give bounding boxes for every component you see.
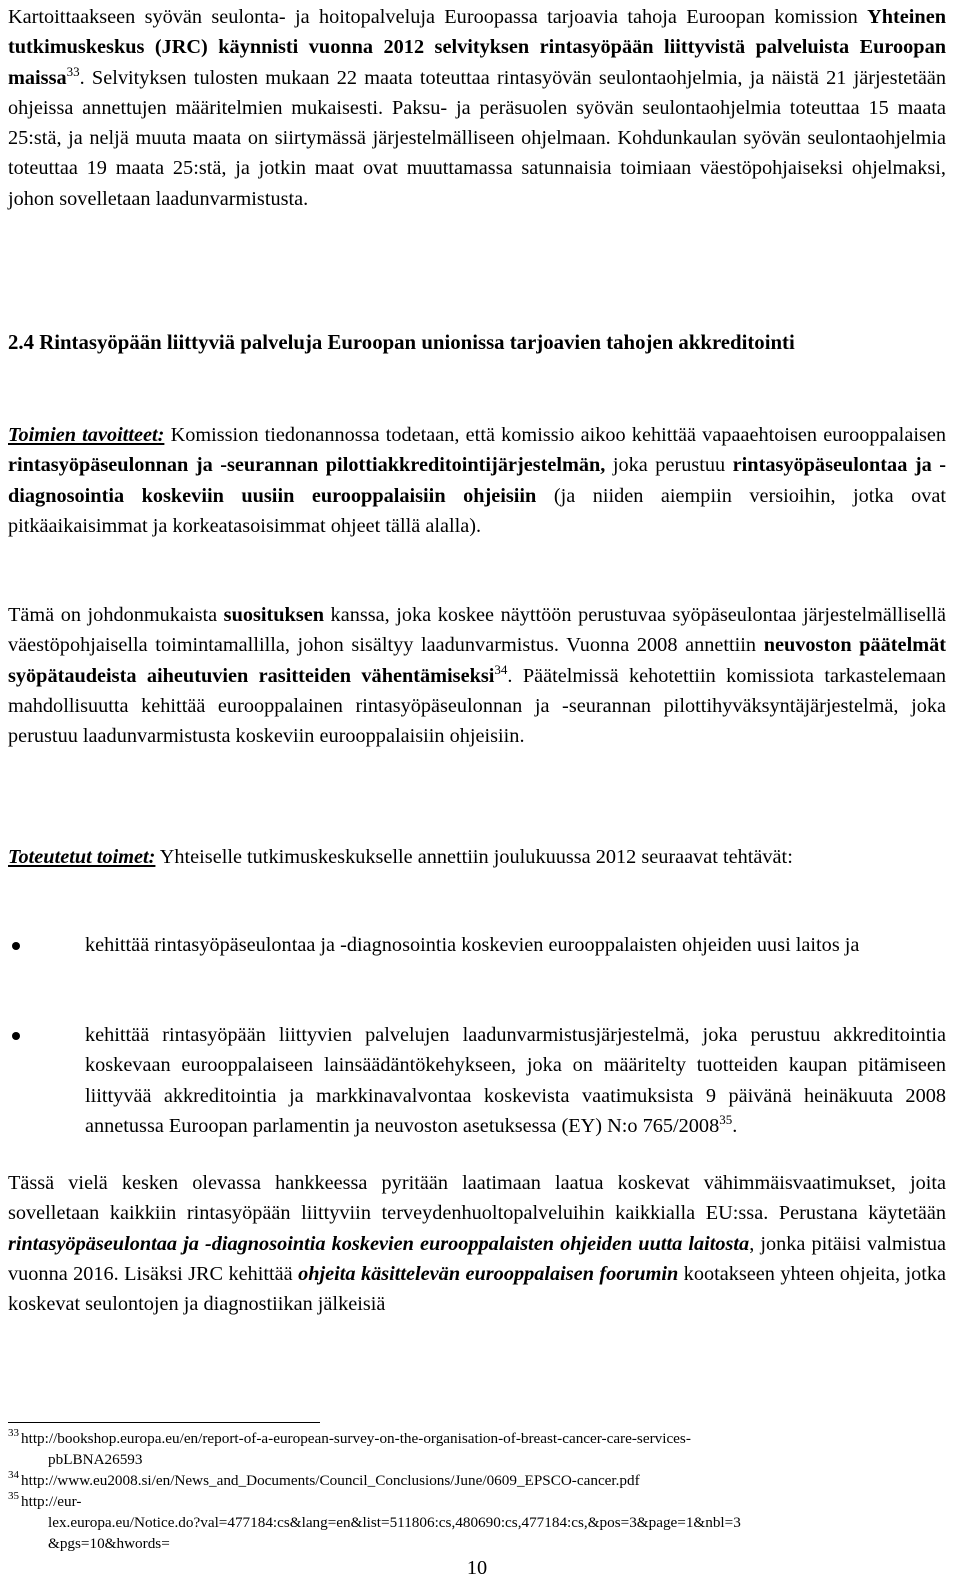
bullet-end: . [732,1114,738,1137]
footnote-link[interactable]: http://bookshop.europa.eu/en/report-of-a-european-survey-on-the-organisation-of-breast-cancer-care-services- [21,1430,691,1447]
goal-text-3: kootakseen yhteen ohjeita, jotka koskevat seulontojen ja diagnostiikan jälkeisiä [8,1262,947,1316]
bullet-icon [12,1032,20,1040]
footnote-divider [8,1422,320,1423]
objectives-bold-2: rintasyöpäseulontaa ja -diagnosointia koskeviin uusiin eurooppalaisiin ohjeisiin [8,454,946,507]
goal-text-1: Tässä vielä kesken olevassa hankkeessa pyritään laatimaan laatua koskevat vähimmäisvaatimukset, joita sovelletaan kaikkiin rintasyöpään liittyviin terveydenhuoltopalveluihin kaikkialla EU:ssa. Perustana käytetään [8,1172,946,1225]
actions-label: Toteutetut toimet: [8,846,156,868]
footnote-link-cont[interactable]: pbLBNA26593 [48,1451,143,1468]
goal-text-2: , jonka pitäisi valmistua vuonna 2016. Lisäksi JRC kehittää [8,1232,946,1285]
goal-paragraph [8,1168,946,1319]
footnote-link-cont[interactable]: &pgs=10&hwords= [48,1535,170,1552]
objectives-bold-1: rintasyöpäseulonnan ja -seurannan pilottiakkreditointijärjestelmän, [8,454,606,477]
intro-text-1: Kartoittaakseen syövän seulonta- ja hoitopalveluja Euroopassa tarjoavia tahoja Euroopan komission [8,6,868,28]
footnote-number: 35 [8,1490,19,1502]
footnote-ref-34[interactable]: 34 [494,661,508,677]
footnote-link-cont[interactable]: lex.europa.eu/Notice.do?val=477184:cs&lang=en&list=511806:cs,480690:cs,477184:cs,&pos=3&page=1&nbl=3 [48,1514,741,1531]
objectives-text-2: joka perustuu [605,454,733,477]
consistency-paragraph [8,600,946,751]
consistency-text-2: kanssa, joka koskee näyttöön perustuvaa syöpäseulontaa järjestelmällisellä väestöpohjaisella toimintamallilla, johon sisältyy laadunvarmistus. Vuonna 2008 annettiin [8,604,946,657]
objectives-label: Toimien tavoitteet: [8,424,165,446]
section-heading: 2.4 Rintasyöpään liittyviä palveluja Euroopan unionissa tarjoavien tahojen akkreditointi [8,331,795,354]
intro-bold-text: Yhteinen tutkimuskeskus (JRC) käynnisti vuonna 2012 selvityksen rintasyöpään liittyvistä palveluista Euroopan maissa [8,6,946,89]
bullet-text: kehittää rintasyöpäseulontaa ja -diagnosointia koskevien eurooppalaisten ohjeiden uusi laitos ja [85,934,860,956]
footnote-33 [8,1428,946,1470]
consistency-text-1: Tämä on johdonmukaista [8,604,224,626]
actions-paragraph [8,842,946,872]
consistency-text-3: . Päätelmissä kehotettiin komissiota tarkastelemaan mahdollisuutta kehittää eurooppalainen rintasyöpäseulonnan ja -seurannan pilottihyväksyntäjärjestelmä, joka perustuu laadunvarmistusta koskeviin eurooppalaisiin ohjeisiin. [8,664,946,748]
footnote-number: 33 [8,1427,19,1439]
goal-bold-italic-2: ohjeita käsittelevän eurooppalaisen foorumin [298,1262,679,1285]
intro-paragraph [8,2,946,214]
consistency-bold-2: neuvoston päätelmät syöpätaudeista aiheutuvien rasitteiden vähentämiseksi [8,634,946,687]
footnote-number: 34 [8,1469,19,1481]
footnote-ref-33[interactable]: 33 [66,63,80,79]
list-item [8,930,946,960]
footnote-ref-35[interactable]: 35 [719,1112,733,1128]
intro-text-2: . Selvityksen tulosten mukaan 22 maata toteuttaa rintasyövän seulontaohjelmia, ja näistä 21 järjestetään ohjeissa annettujen määritelmien mukaisesti. Paksu- ja peräsuolen syövän seulontaohjelmia toteuttaa 15 maata 25:stä, ja neljä muuta maata on siirtymässä järjestelmälliseen ohjelmaan. Kohdunkaulan syövän seulontaohjelmia toteuttaa 19 maata 25:stä, ja jotkin maat ovat muuttamassa satunnaisia toimiaan väestöpohjaiseksi ohjelmaksi, johon sovelletaan laadunvarmistusta. [8,66,946,210]
page-number: 10 [466,1557,488,1579]
objectives-paragraph [8,420,946,541]
objectives-text-3: (ja niiden aiempiin versioihin, jotka ovat pitkäaikaisimmat ja korkeatasoisimmat ohjeet tällä alalla). [8,484,946,537]
footnote-link[interactable]: http://www.eu2008.si/en/News_and_Documents/Council_Conclusions/June/0609_EPSCO-cancer.pdf [21,1472,640,1489]
list-item [8,1020,946,1141]
footnotes [8,1428,946,1554]
actions-text: Yhteiselle tutkimuskeskukselle annettiin joulukuussa 2012 seuraavat tehtävät: [155,846,793,868]
objectives-text-1: Komission tiedonannossa todetaan, että komissio aikoo kehittää vapaaehtoisen eurooppalaisen [164,424,946,446]
footnote-35 [8,1491,946,1554]
bullet-icon [12,942,20,950]
consistency-bold-1: suosituksen [223,604,324,626]
footnote-34 [8,1470,946,1491]
footnote-link[interactable]: http://eur- [21,1493,82,1510]
goal-bold-italic-1: rintasyöpäseulontaa ja -diagnosointia koskevien eurooppalaisten ohjeiden uutta laitosta [8,1232,750,1255]
bullet-text: kehittää rintasyöpään liittyvien palvelujen laadunvarmistusjärjestelmä, joka perustuu akkreditointia koskevaan eurooppalaiseen lainsäädäntökehykseen, joka on määritelty tuotteiden kaupan pitämiseen liittyvää akkreditointia ja markkinavalvontaa koskevista vaatimuksista 9 päivänä heinäkuuta 2008 annetussa Euroopan parlamentin ja neuvoston asetuksessa (EY) N:o 765/2008 [85,1024,946,1137]
